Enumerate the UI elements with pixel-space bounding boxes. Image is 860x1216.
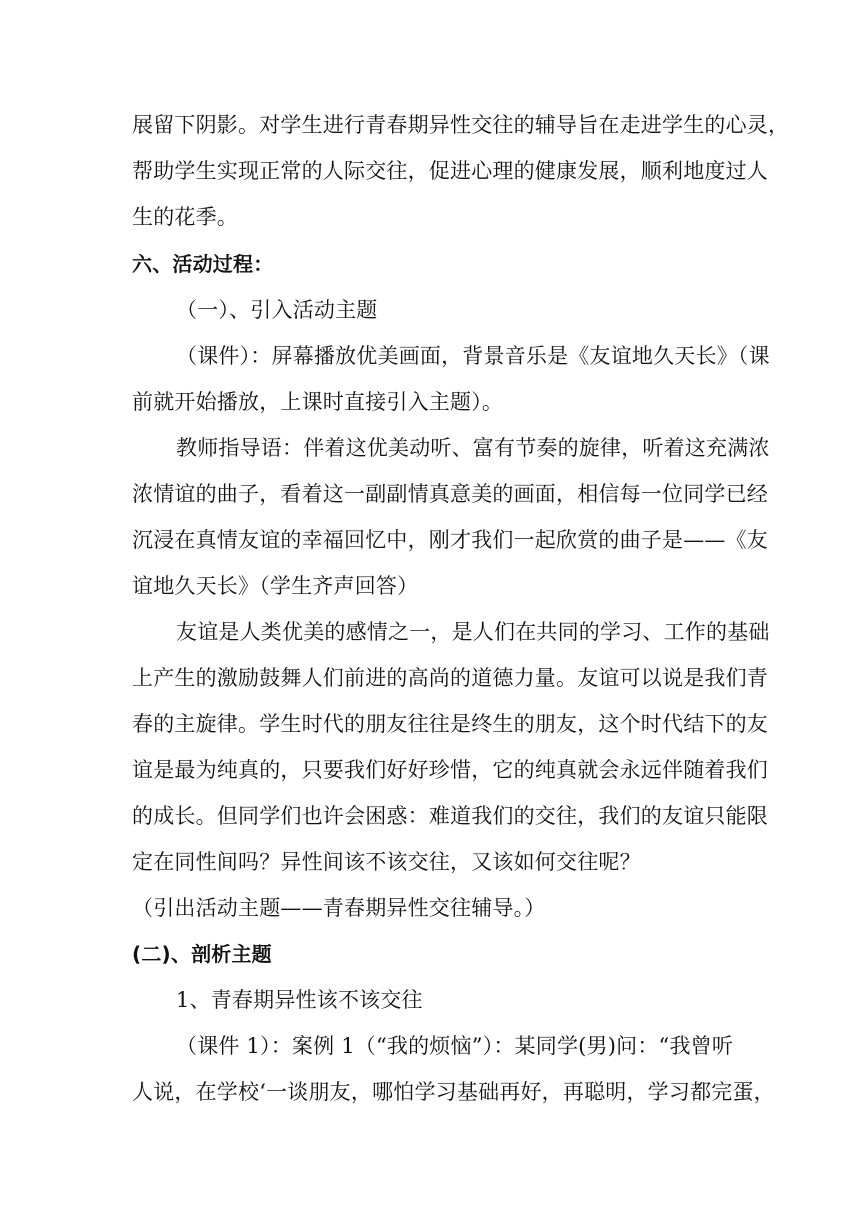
paragraph-line: 春的主旋律。学生时代的朋友往往是终生的朋友，这个时代结下的友 [132,712,768,736]
paragraph-line: 谊是最为纯真的，只要我们好好珍惜，它的纯真就会永远伴随着我们 [132,758,768,782]
subsection-heading: （一）、引入活动主题 [176,298,378,322]
paragraph-line: （课件 1）：案例 1（“我的烦恼”）：某同学(男)问：“我曾听 [176,1034,734,1058]
paragraph-line: 前就开始播放，上课时直接引入主题）。 [132,390,504,414]
subsection-heading: (二)、剖析主题 [132,942,272,966]
paragraph-line: 的成长。但同学们也许会困惑：难道我们的交往，我们的友谊只能限 [132,804,768,828]
paragraph-line: 友谊是人类优美的感情之一，是人们在共同的学习、工作的基础 [176,620,770,644]
paragraph-line: 浓情谊的曲子，看着这一副副情真意美的画面，相信每一位同学已经 [132,482,768,506]
paragraph-line: 人说，在学校‘一谈朋友，哪怕学习基础再好，再聪明，学习都完蛋， [132,1080,775,1104]
paragraph-line: 定在同性间吗？异性间该不该交往，又该如何交往呢？ [132,850,641,874]
paragraph-line: 展留下阴影。对学生进行青春期异性交往的辅导旨在走进学生的心灵， [132,113,790,137]
paragraph-line: 教师指导语：伴着这优美动听、富有节奏的旋律，听着这充满浓 [176,436,770,460]
paragraph-line: 帮助学生实现正常的人际交往，促进心理的健康发展，顺利地度过人 [132,159,768,183]
paragraph-line: 沉浸在真情友谊的幸福回忆中，刚才我们一起欣赏的曲子是——《友 [132,528,768,552]
paragraph-line: 谊地久天长》（学生齐声回答） [132,574,419,598]
paragraph-line: 生的花季。 [132,205,238,229]
section-heading: 六、活动过程： [132,252,274,276]
item-heading: 1、青春期异性该不该交往 [176,988,423,1012]
paragraph-line: 上产生的激励鼓舞人们前进的高尚的道德力量。友谊可以说是我们青 [132,666,768,690]
theme-note: （引出活动主题——青春期异性交往辅导。） [132,896,546,920]
paragraph-line: （课件）：屏幕播放优美画面，背景音乐是《友谊地久天长》（课 [176,344,770,368]
